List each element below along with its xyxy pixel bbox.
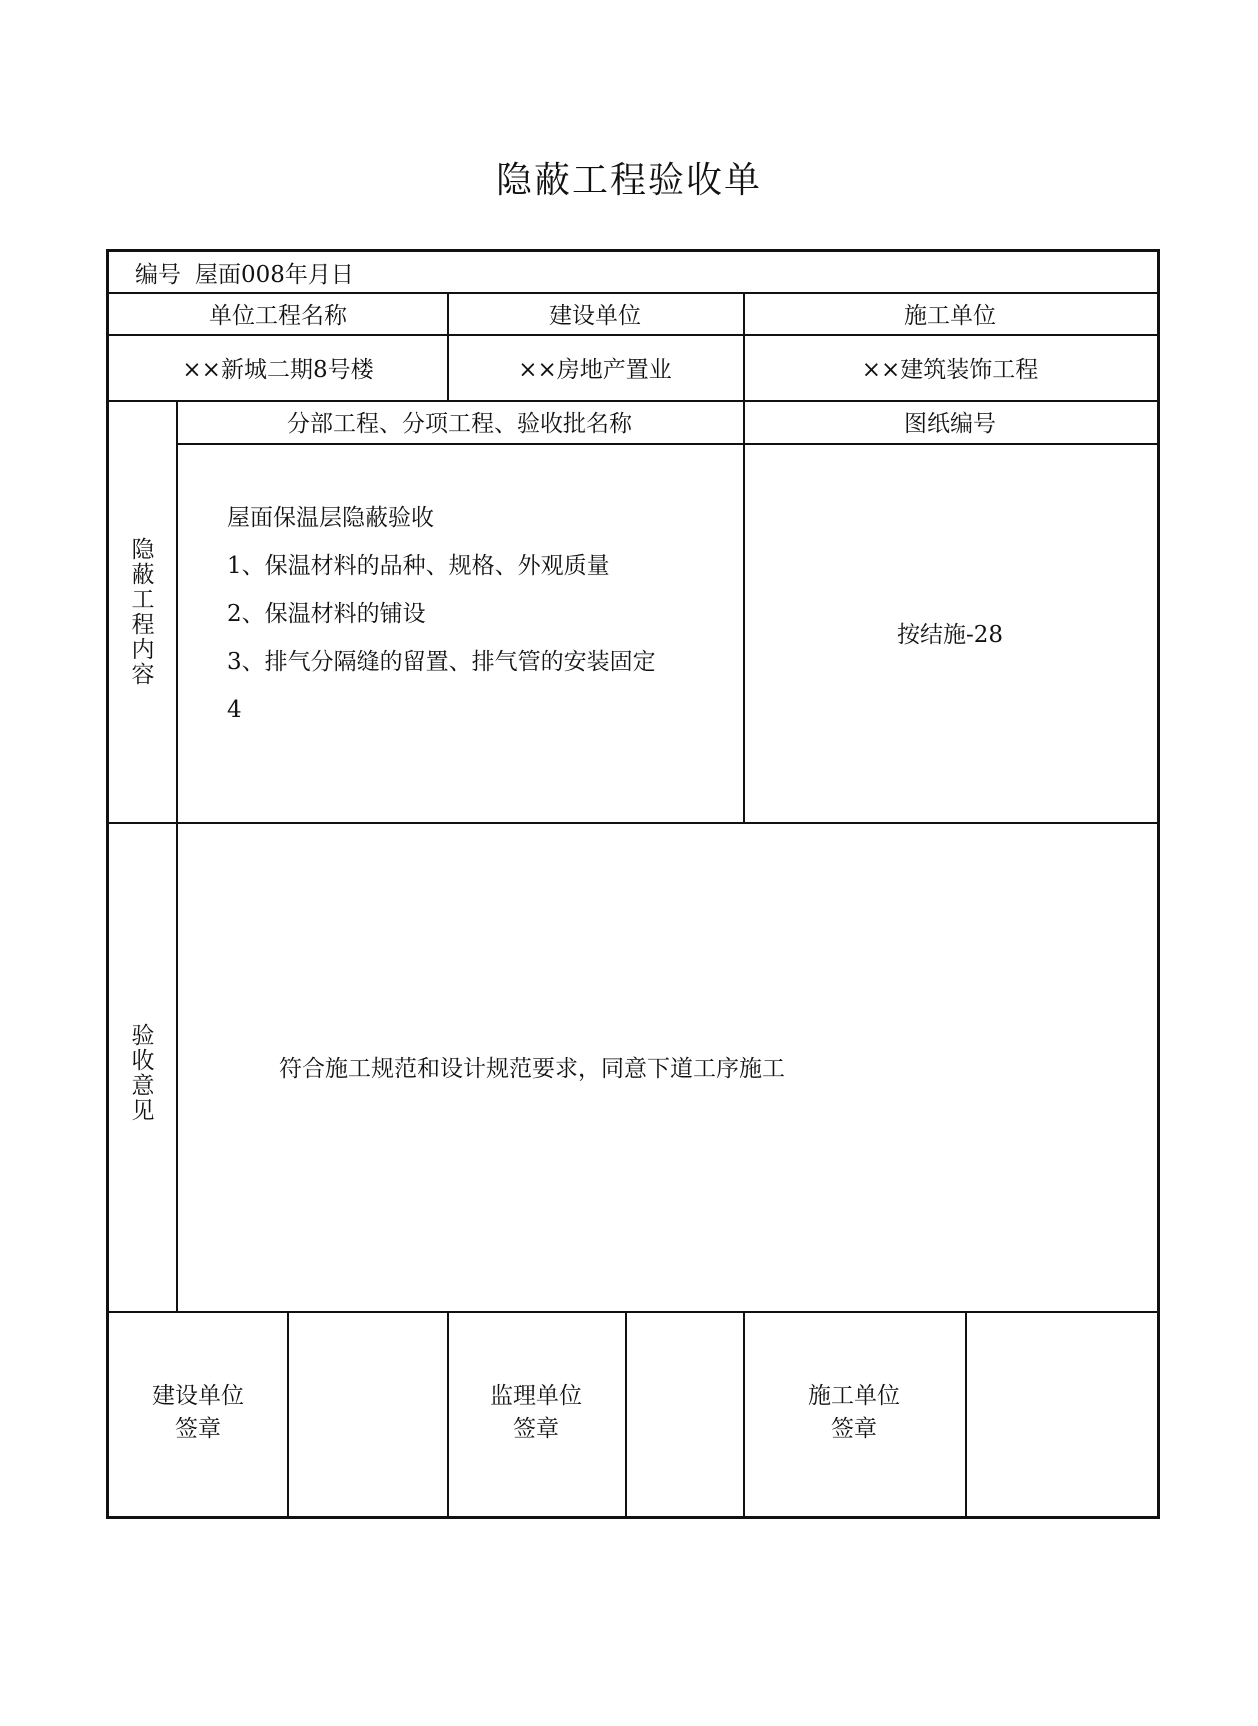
value-construction-owner: ××房地产置业 — [518, 356, 672, 383]
header-construction-owner: 建设单位 — [549, 302, 641, 329]
owner-signature-label — [109, 1380, 287, 1446]
value-constructor: ××建筑装饰工程 — [861, 356, 1039, 383]
acceptance-side-label: 验收意见 — [131, 1023, 155, 1124]
drawing-number-value: 按结施-28 — [896, 622, 1004, 648]
acceptance-opinion — [176, 822, 1157, 1311]
supervisor-signature-line1: 监理单位 — [490, 1383, 582, 1409]
constructor-signature-line1: 施工单位 — [808, 1383, 900, 1409]
supervisor-signature-line2: 签章 — [513, 1416, 559, 1442]
form-line — [965, 1311, 967, 1519]
owner-signature-line2: 签章 — [175, 1416, 221, 1442]
form-line — [109, 1311, 1157, 1313]
owner-signature-line1: 建设单位 — [152, 1383, 244, 1409]
acceptance-opinion-text: 符合施工规范和设计规范要求，同意下道工序施工 — [279, 1056, 785, 1082]
subheader-work-name: 分部工程、分项工程、验收批名称 — [287, 411, 632, 437]
value-unit-project-name: ××新城二期8号楼 — [182, 356, 374, 383]
header-constructor: 施工单位 — [904, 302, 996, 329]
hidden-work-item: 4 — [227, 697, 242, 723]
constructor-signature-label — [743, 1380, 965, 1446]
constructor-signature-line2: 签章 — [831, 1416, 877, 1442]
hidden-work-item: 1、保温材料的品种、规格、外观质量 — [227, 553, 610, 579]
page-title: 隐蔽工程验收单 — [495, 160, 762, 201]
inspection-form — [106, 249, 1160, 1519]
serial-value: 屋面008年月日 — [195, 261, 354, 288]
hidden-work-item: 屋面保温层隐蔽验收 — [227, 505, 434, 531]
hidden-work-item: 3、排气分隔缝的留置、排气管的安装固定 — [227, 649, 656, 675]
serial-row — [135, 252, 1035, 292]
hidden-work-item: 2、保温材料的铺设 — [227, 601, 426, 627]
form-line — [625, 1311, 627, 1519]
form-line — [287, 1311, 289, 1519]
hidden-work-items — [227, 494, 767, 734]
supervisor-signature-label — [447, 1380, 625, 1446]
hidden-work-side-label: 隐蔽工程内容 — [131, 537, 155, 688]
header-unit-project-name: 单位工程名称 — [209, 302, 347, 329]
serial-label: 编号 — [135, 261, 181, 288]
subheader-drawing-number: 图纸编号 — [904, 411, 996, 437]
